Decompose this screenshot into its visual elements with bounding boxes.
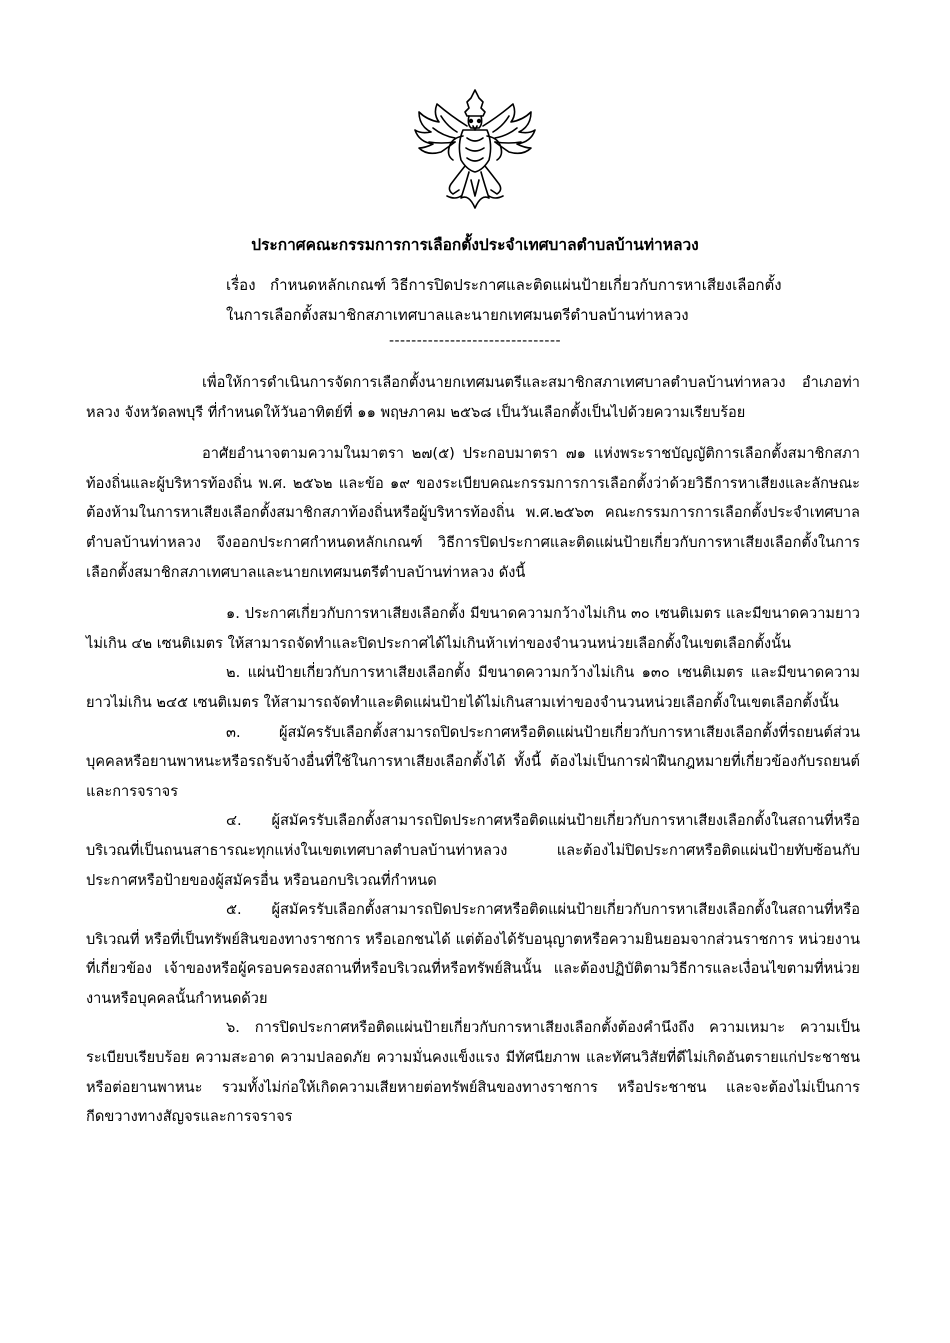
garuda-emblem-icon bbox=[411, 86, 539, 214]
paragraph-gap bbox=[86, 587, 860, 599]
paragraph-authority: อาศัยอำนาจตามความในมาตรา ๒๗(๕) ประกอบมาตรา ๗๑ แห่งพระราชบัญญัติการเลือกตั้งสมาชิกสภาท้องถิ่นและผู้บริหารท้องถิ่น พ.ศ. ๒๕๖๒ และข้อ ๑๙ ของระเบียบคณะกรรมการการเลือกตั้งว่าด้วยวิธีการหาเสียงและลักษณะต้องห้ามในการหาเสียงเลือกตั้งสมาชิกสภาท้องถิ่นหรือผู้บริหารท้องถิ่น พ.ศ.๒๕๖๓ คณะกรรมการการเลือกตั้งประจำเทศบาลตำบลบ้านท่าหลวง จึงออกประกาศกำหนดหลักเกณฑ์ วิธีการปิดประกาศและติดแผ่นป้ายเกี่ยวกับการหาเสียงเลือกตั้งในการเลือกตั้งสมาชิกสภาเทศบาลและนายกเทศมนตรีตำบลบ้านท่าหลวง ดังนี้ bbox=[86, 445, 860, 581]
subject-text-2: ในการเลือกตั้งสมาชิกสภาเทศบาลและนายกเทศมนตรีตำบลบ้านท่าหลวง bbox=[226, 306, 689, 324]
clause-4: ๔. ผู้สมัครรับเลือกตั้งสามารถปิดประกาศหรือติดแผ่นป้ายเกี่ยวกับการหาเสียงเลือกตั้งในสถานที่หรือบริเวณที่เป็นถนนสาธารณะทุกแห่งในเขตเทศบาลตำบลบ้านท่าหลวง และต้องไม่ปิดประกาศหรือติดแผ่นป้ายทับซ้อนกับประกาศหรือป้ายของผู้สมัครอื่น หรือนอกบริเวณที่กำหนด bbox=[86, 812, 860, 889]
clause-3: ๓. ผู้สมัครรับเลือกตั้งสามารถปิดประกาศหรือติดแผ่นป้ายเกี่ยวกับการหาเสียงเลือกตั้งที่รถยนต์ส่วนบุคคลหรือยานพาหนะหรือรถรับจ้างอื่นที่ใช้ในการหาเสียงเลือกตั้งได้ ทั้งนี้ ต้องไม่เป็นการฝ่าฝืนกฎหมายที่เกี่ยวข้องกับรถยนต์และการจราจร bbox=[86, 723, 860, 800]
subject-line-2 bbox=[226, 300, 782, 330]
divider-line: ------------------------------- bbox=[388, 333, 562, 349]
paragraph-purpose: เพื่อให้การดำเนินการจัดการเลือกตั้งนายกเทศมนตรีและสมาชิกสภาเทศบาลตำบลบ้านท่าหลวง อำเภอท่าหลวง จังหวัดลพบุรี ที่กำหนดให้วันอาทิตย์ที่ ๑๑ พฤษภาคม ๒๕๖๘ เป็นวันเลือกตั้งเป็นไปด้วยความเรียบร้อย bbox=[86, 374, 860, 421]
clause-1: ๑. ประกาศเกี่ยวกับการหาเสียงเลือกตั้ง มีขนาดความกว้างไม่เกิน ๓๐ เซนติเมตร และมีขนาดความยาวไม่เกิน ๔๒ เซนติเมตร ให้สามารถจัดทำและปิดประกาศได้ไม่เกินห้าเท่าของจำนวนหน่วยเลือกตั้งในเขตเลือกตั้งนั้น bbox=[86, 605, 860, 652]
subject-block bbox=[226, 270, 782, 330]
subject-label: เรื่อง bbox=[226, 276, 256, 294]
subject-text-1: กำหนดหลักเกณฑ์ วิธีการปิดประกาศและติดแผ่นป้ายเกี่ยวกับการหาเสียงเลือกตั้ง bbox=[270, 276, 782, 294]
clause-2: ๒. แผ่นป้ายเกี่ยวกับการหาเสียงเลือกตั้ง มีขนาดความกว้างไม่เกิน ๑๓๐ เซนติเมตร และมีขนาดความยาวไม่เกิน ๒๔๕ เซนติเมตร ให้สามารถจัดทำและติดแผ่นป้ายได้ไม่เกินสามเท่าของจำนวนหน่วยเลือกตั้งในเขตเลือกตั้งนั้น bbox=[86, 664, 860, 711]
announcement-title: ประกาศคณะกรรมการการเลือกตั้งประจำเทศบาลตำบลบ้านท่าหลวง bbox=[251, 236, 699, 254]
subject-line-1 bbox=[226, 270, 782, 300]
clause-6: ๖. การปิดประกาศหรือติดแผ่นป้ายเกี่ยวกับการหาเสียงเลือกตั้งต้องคำนึงถึง ความเหมาะ ความเป็นระเบียบเรียบร้อย ความสะอาด ความปลอดภัย ความมั่นคงแข็งแรง มีทัศนียภาพ และทัศนวิสัยที่ดีไม่เกิดอันตรายแก่ประชาชนหรือต่อยานพาหนะ รวมทั้งไม่ก่อให้เกิดความเสียหายต่อทรัพย์สินของทางราชการ หรือประชาชน และจะต้องไม่เป็นการกีดขวางทางสัญจรและการจราจร bbox=[86, 1019, 860, 1126]
clause-5: ๕. ผู้สมัครรับเลือกตั้งสามารถปิดประกาศหรือติดแผ่นป้ายเกี่ยวกับการหาเสียงเลือกตั้งในสถานที่หรือบริเวณที่ หรือที่เป็นทรัพย์สินของทางราชการ หรือเอกชนได้ แต่ต้องได้รับอนุญาตหรือความยินยอมจากส่วนราชการ หน่วยงานที่เกี่ยวข้อง เจ้าของหรือผู้ครอบครองสถานที่หรือบริเวณที่หรือทรัพย์สินนั้น และต้องปฏิบัติตามวิธีการและเงื่อนไขตามที่หน่วยงานหรือบุคคลนั้นกำหนดด้วย bbox=[86, 901, 860, 1007]
paragraph-gap bbox=[86, 427, 860, 439]
document-body bbox=[86, 368, 860, 1132]
